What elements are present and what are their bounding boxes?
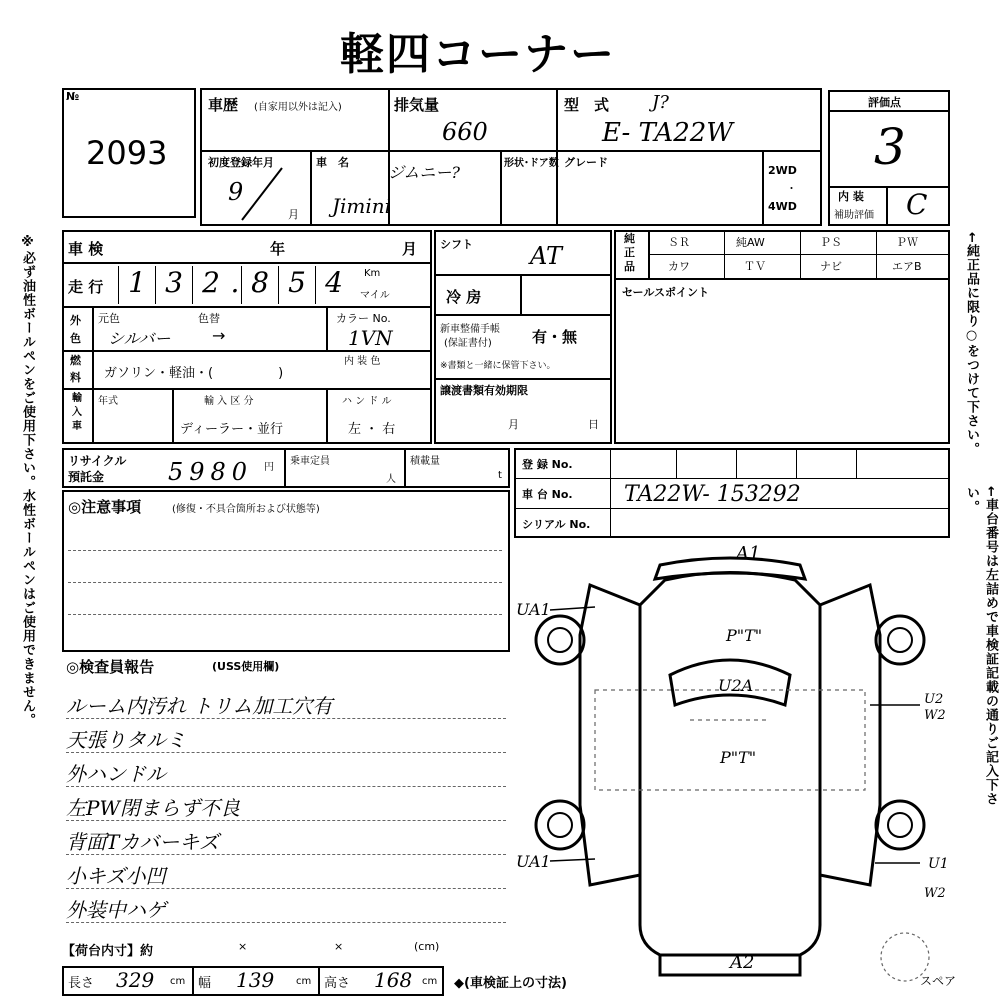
lot-number: 2093 [86,134,168,172]
cargo-unit: (cm) [414,940,440,953]
notes-sub: (修復・不具合箇所および状態等) [172,504,320,515]
equip-leather: カワ [668,260,690,273]
equipment-grid [614,230,950,280]
handle-label: ハ ン ド ル [342,396,392,407]
equip-tv: ＴＶ [744,260,766,273]
mark-a1: A1 [736,543,761,564]
model-note: J? [652,92,669,113]
mileage-digit: 3 [156,266,193,304]
inspection-label: 車 検 [68,240,104,258]
recycle-unit: 円 [264,462,274,473]
cargo-x1: × [238,940,248,953]
interior-sub-label: 補助評価 [834,210,874,221]
equipment-side-label: 純正品 [624,232,635,273]
equip-airbag: エアB [892,260,922,273]
report-line: ルーム内汚れ トリム加工穴有 [66,694,333,718]
mark-u1: U1 [928,856,949,872]
length-unit: cm [170,976,186,987]
chassis-value: TA22W- 153292 [624,482,801,507]
car-name-note: ジムニー? [388,163,460,182]
color-side-label: 外色 [70,314,81,345]
lot-no-label: № [66,90,80,103]
sales-point-box [614,278,950,444]
length-value: 329 [116,968,155,992]
mark-pt-1: P"T" [726,626,763,645]
right-side-note-2: ←車台番号は左詰めで車検証記載の通りご記入下さい。 [964,486,998,806]
mark-ua1-bottom: UA1 [516,852,551,871]
report-line: 天張りタルミ [66,728,186,752]
spare-label: スペア [920,974,957,988]
right-side-note-1: ←純正品に限り○をつけて下さい。 [964,232,979,456]
color-code-label: カラー No. [336,312,391,325]
cargo-x2: × [334,940,344,953]
registration-label: 登 録 No. [522,458,573,471]
lot-number-box [62,88,196,218]
drive-4wd: 4WD [768,200,797,213]
slash-mark [232,164,292,224]
color-arrow: → [212,326,226,345]
width-value: 139 [236,968,275,992]
notes-label: ◎注意事項 [68,498,142,516]
capacity-unit: 人 [386,474,396,485]
height-unit: cm [422,976,438,987]
import-year-label: 年式 [98,396,118,407]
report-sub: (USS使用欄) [212,660,280,673]
color-code-value: 1VN [348,326,393,350]
handle-value: 左 ・ 右 [348,422,396,437]
history-note: (自家用以外は記入) [254,102,342,113]
shift-grid [434,230,612,444]
report-line: 外ハンドル [66,762,166,786]
length-label: 長さ [68,976,95,991]
recycle-label-1: リサイクル [68,454,127,468]
mileage-digit: 1 [119,266,156,304]
interior-color-label: 内 装 色 [344,356,381,367]
interior-value: C [906,188,928,221]
equip-sr: ＳＲ [668,236,690,249]
color-orig-value: シルバー [108,329,171,348]
car-name-value: Jimini [332,194,392,218]
mileage-digits [118,266,359,304]
height-label: 高さ [324,976,351,991]
serial-label: シリアル No. [522,518,591,531]
left-side-note: ※必ず油性ボールペンをご使用下さい。水性ボールペンはご使用できません。 [20,235,35,727]
score-label: 評価点 [868,96,901,109]
mileage-digit: 8 [242,266,279,304]
drive-sep: ・ [786,182,797,195]
chassis-label: 車 台 No. [522,488,573,501]
manual-value: 有・無 [532,328,578,346]
displacement-label: 排気量 [394,96,440,114]
color-orig-label: 元色 [98,312,120,325]
mark-u2a: U2A [718,676,754,695]
report-section [62,652,510,934]
mark-u2: U2 [924,692,944,707]
dims-note: ◆(車検証上の寸法) [454,976,567,991]
mark-w2-bottom: W2 [924,886,946,901]
import-kubun-value: ディーラー・並行 [180,422,283,437]
score-box [828,90,950,226]
shift-value: AT [530,242,563,270]
manual-note: ※書類と一緒に保管下さい。 [440,361,556,371]
report-line: 背面Tカバーキズ [66,830,219,854]
color-repaint-label: 色替 [198,312,220,325]
load-unit: t [498,470,502,481]
fuel-side-label: 燃料 [70,354,81,384]
mileage-digit: 2 [202,266,220,299]
equip-pw: ＰＷ [896,236,918,249]
transfer-month: 月 [508,418,519,431]
import-kubun-label: 輸 入 区 分 [204,396,254,407]
load-label: 積載量 [410,456,440,467]
capacity-label: 乗車定員 [290,456,330,467]
mark-pt-2: P"T" [720,748,757,767]
mileage-unit-mile: マイル [360,290,390,301]
transfer-day: 日 [588,418,599,431]
cargo-row [62,938,510,962]
grade-label: グレード [564,156,608,169]
equip-ps: ＰＳ [820,236,842,249]
mileage-digit: 4 [325,266,343,299]
dimensions-grid [62,966,444,996]
cargo-label: 【荷台内寸】約 [62,944,154,959]
report-line: 小キズ小凹 [66,864,166,888]
model-label: 型 式 [564,96,610,114]
model-value: E- TA22W [602,118,734,148]
mileage-unit-km: Km [364,268,381,279]
report-line: 外装中ハゲ [66,898,166,922]
shape-door-label: 形状･ドア数 [504,158,559,169]
recycle-label-2: 預託金 [68,470,105,484]
interior-label: 内 装 [838,190,864,203]
width-unit: cm [296,976,312,987]
displacement-value: 660 [442,118,488,146]
shift-label: シフト [440,238,473,251]
mileage-digit: 5 [279,266,316,304]
header-grid [200,88,822,226]
mileage-label: 走 行 [68,278,104,296]
width-label: 幅 [198,976,212,991]
mileage-digit: . [229,266,242,304]
recycle-grid [62,448,510,488]
first-reg-month-unit: 月 [288,208,299,221]
first-reg-label: 初度登録年月 [208,156,274,169]
inspection-month: 月 [402,240,418,258]
equip-navi: ナビ [820,260,842,273]
sales-point-label: セールスポイント [622,286,710,299]
transfer-label: 譲渡書類有効期限 [440,384,528,397]
recycle-value: 5980 [168,458,254,486]
mark-a2: A2 [730,952,755,973]
first-reg-year: 9 [228,178,244,206]
notes-box [62,490,510,652]
fuel-value: ガソリン・軽油・( ) [104,366,284,381]
car-name-label: 車 名 [316,156,349,169]
manual-label-1: 新車整備手帳 [440,324,500,335]
registration-grid [514,448,950,538]
score-value: 3 [874,118,906,176]
manual-label-2: (保証書付) [444,338,492,349]
history-label: 車歴 [208,96,239,114]
height-value: 168 [374,968,413,992]
equip-aw: 純AW [736,236,765,249]
aircon-label: 冷 房 [446,288,482,306]
report-label: ◎検査員報告 [66,658,155,676]
inspection-year: 年 [270,240,286,258]
drive-2wd: 2WD [768,164,797,177]
report-line: 左PW閉まらず不良 [66,796,241,820]
mark-ua1-top: UA1 [516,600,551,619]
page-title: 軽四コーナー [340,29,616,80]
vehicle-info-grid [62,230,432,444]
import-side-label: 輸入車 [72,393,82,432]
mark-w2: W2 [924,708,946,723]
